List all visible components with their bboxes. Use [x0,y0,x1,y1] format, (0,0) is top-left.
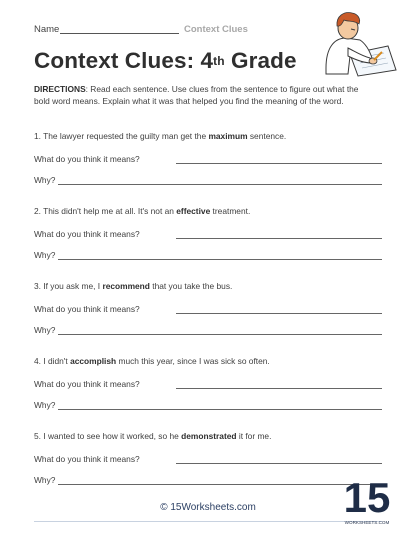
logo-caption: WORKSHEETS.COM [344,520,390,525]
why-answer-line[interactable] [58,484,382,485]
vocab-word: recommend [102,281,150,291]
directions [34,83,369,108]
vocab-word: effective [176,206,211,216]
student-writing-illustration [320,8,400,78]
why-prompt: Why? [34,475,56,485]
why-prompt: Why? [34,325,56,335]
footer-divider [34,521,382,522]
question-sentence: 3. If you ask me, I recommend that you take the bus. [34,281,233,291]
meaning-answer-line[interactable] [176,463,382,464]
meaning-answer-line[interactable] [176,313,382,314]
why-prompt: Why? [34,400,56,410]
page-title: Context Clues: 4th Grade [34,48,297,73]
why-answer-line[interactable] [58,259,382,260]
why-answer-line[interactable] [58,184,382,185]
why-prompt: Why? [34,175,56,185]
meaning-prompt: What do you think it means? [34,154,140,164]
directions-text: : Read each sentence. Use clues from the sentence to figure out what the bold word means. Explain what it was that helped you find the meaning of the word. [34,84,359,107]
why-prompt: Why? [34,250,56,260]
vocab-word: maximum [208,131,248,141]
question-sentence: 5. I wanted to see how it worked, so he demonstrated it for me. [34,431,272,441]
meaning-prompt: What do you think it means? [34,304,140,314]
footer-copyright[interactable]: © 15Worksheets.com [160,502,256,513]
header-topic: Context Clues [184,24,248,35]
meaning-answer-line[interactable] [176,163,382,164]
name-label: Name [34,24,60,35]
question-sentence: 2. This didn't help me at all. It's not an effective treatment. [34,206,251,216]
question-sentence: 1. The lawyer requested the guilty man get the maximum sentence. [34,131,287,141]
meaning-prompt: What do you think it means? [34,229,140,239]
why-answer-line[interactable] [58,409,382,410]
meaning-prompt: What do you think it means? [34,454,140,464]
vocab-word: demonstrated [181,431,237,441]
directions-label: DIRECTIONS [34,84,86,94]
question-sentence: 4. I didn't accomplish much this year, since I was sick so often. [34,356,270,366]
15worksheets-logo [343,466,391,528]
meaning-answer-line[interactable] [176,388,382,389]
meaning-answer-line[interactable] [176,238,382,239]
logo-number: 15 [343,474,391,521]
vocab-word: accomplish [70,356,117,366]
why-answer-line[interactable] [58,334,382,335]
name-line [60,33,179,34]
meaning-prompt: What do you think it means? [34,379,140,389]
